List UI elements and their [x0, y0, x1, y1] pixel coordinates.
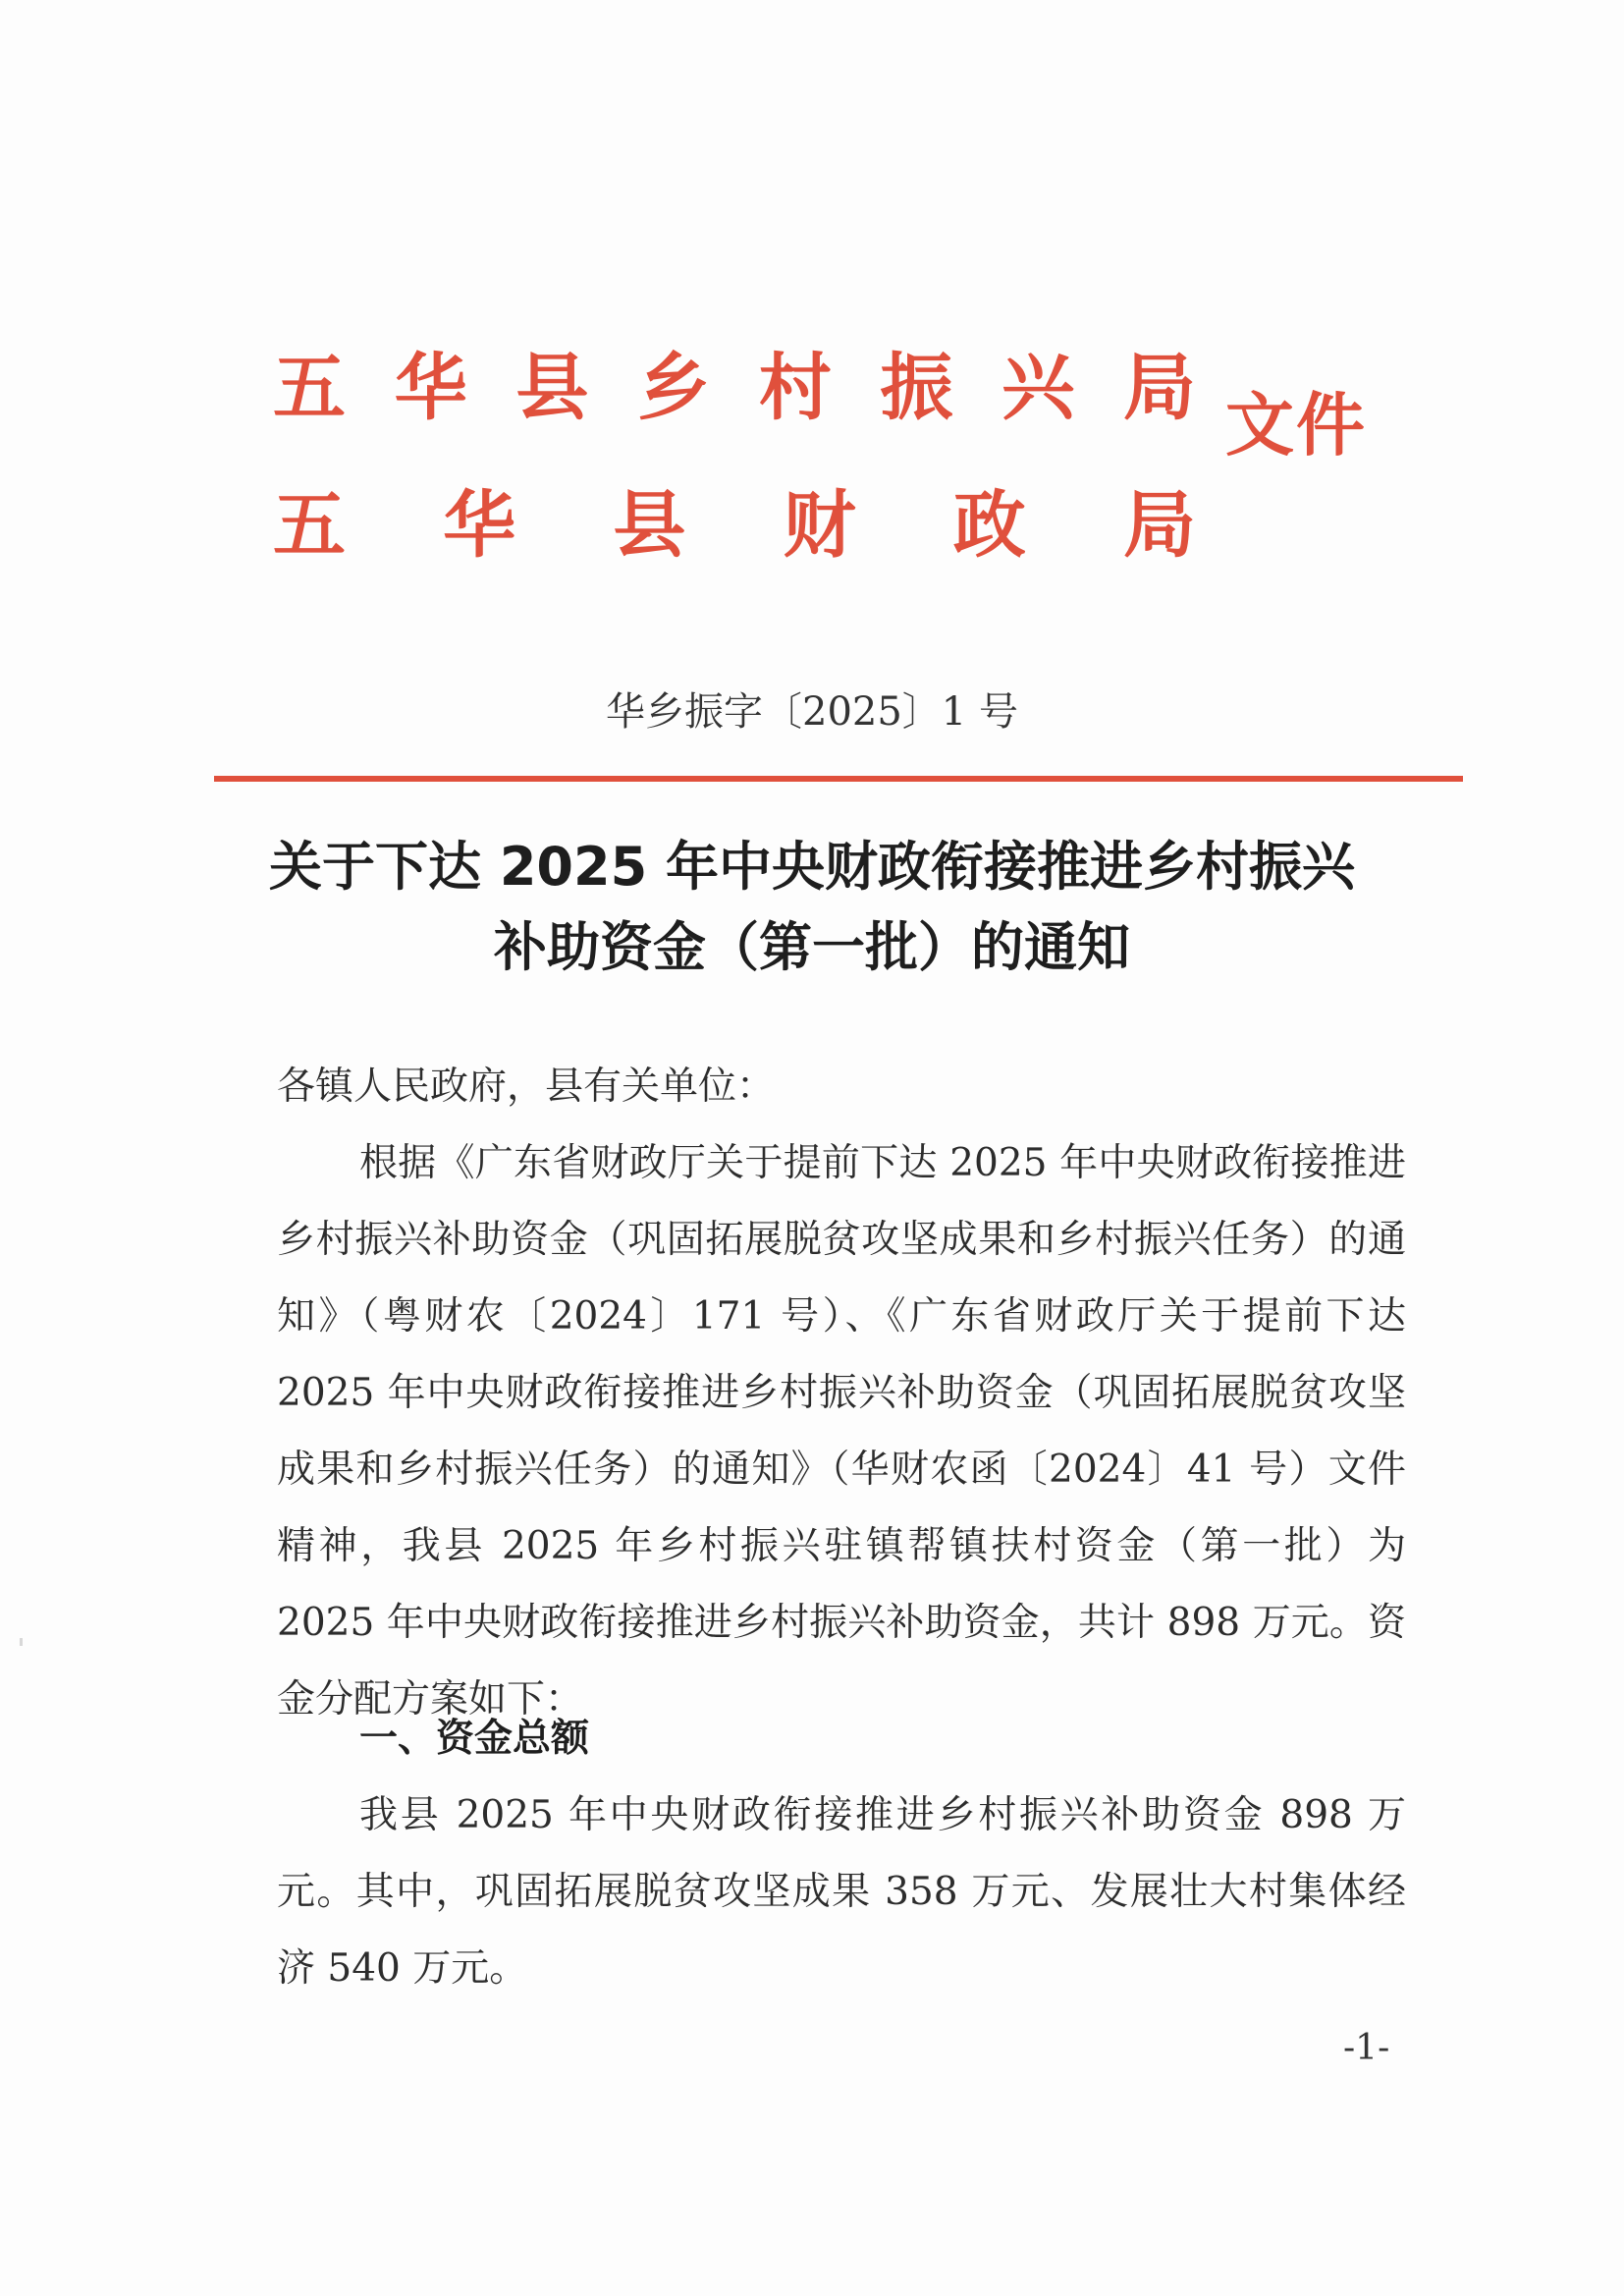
org-char: 县 — [515, 346, 589, 430]
org-char: 乡 — [637, 346, 711, 430]
org-char: 振 — [880, 346, 953, 430]
document-title — [0, 827, 1624, 988]
org-char: 政 — [952, 483, 1026, 568]
org-char: 局 — [1122, 483, 1196, 568]
body-paragraph-1: 根据《广东省财政厅关于提前下达 2025 年中央财政衔接推进乡村振兴补助资金（巩固拓展脱贫攻坚成果和乡村振兴任务）的通知》（粤财农〔2024〕171 号）、《广东省财政厅关于提前下达 2025 年中央财政衔接推进乡村振兴补助资金（巩固拓展脱贫攻坚成果和乡村振兴任务）的通知》（华财农函〔2024〕41 号）文件精神，我县 2025 年乡村振兴驻镇帮镇扶村资金（第一批）为 2025 年中央财政衔接推进乡村振兴补助资金，共计 898 万元。资金分配方案如下： — [277, 1141, 1406, 1722]
org-char: 五 — [273, 346, 346, 430]
document-type-label: 文件 — [1225, 385, 1367, 465]
red-divider-line — [214, 776, 1463, 782]
org-char: 村 — [758, 346, 832, 430]
org-char: 华 — [394, 346, 467, 430]
org-char: 县 — [613, 483, 686, 568]
title-line-2: 补助资金（第一批）的通知 — [494, 916, 1130, 978]
issuing-org-rural-revitalization-bureau — [273, 346, 1196, 430]
org-char: 五 — [273, 483, 346, 568]
body-paragraph-2: 我县 2025 年中央财政衔接推进乡村振兴补助资金 898 万元。其中，巩固拓展脱贫攻坚成果 358 万元、发展壮大村集体经济 540 万元。 — [277, 1793, 1406, 1991]
org-char: 兴 — [1001, 346, 1075, 430]
section-heading-fund-total: 一、资金总额 — [359, 1717, 590, 1761]
org-char: 财 — [783, 483, 856, 568]
scan-speck — [20, 1638, 23, 1646]
title-line-1: 关于下达 2025 年中央财政衔接推进乡村振兴 — [269, 836, 1355, 898]
page-number: -1- — [1343, 2028, 1390, 2068]
salutation: 各镇人民政府，县有关单位： — [277, 1065, 776, 1109]
issuing-org-finance-bureau — [273, 483, 1196, 568]
org-char: 华 — [443, 483, 516, 568]
org-char: 局 — [1122, 346, 1196, 430]
document-number: 华乡振字〔2025〕1 号 — [606, 689, 1018, 735]
